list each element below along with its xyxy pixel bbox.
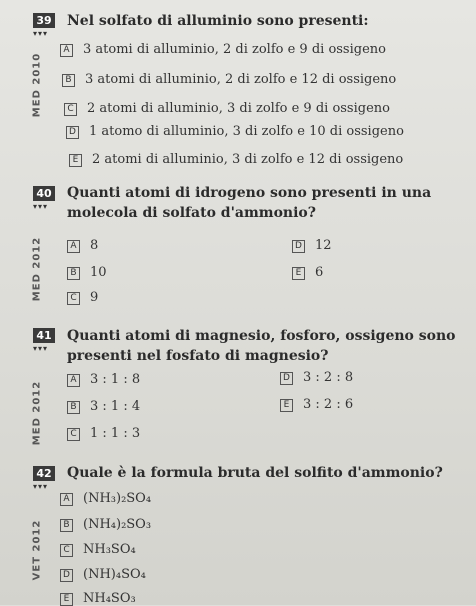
option-letter: C bbox=[60, 544, 73, 557]
option-e[interactable] bbox=[60, 591, 136, 606]
option-a[interactable] bbox=[60, 491, 151, 506]
difficulty-marker: ▾▾▾ bbox=[33, 202, 49, 211]
source-label: MED 2012 bbox=[31, 380, 43, 446]
option-letter: D bbox=[292, 240, 305, 253]
option-letter: E bbox=[280, 399, 293, 412]
option-text: (NH₃)₂SO₄ bbox=[83, 491, 152, 506]
option-text: 9 bbox=[90, 290, 99, 305]
difficulty-marker: ▾▾▾ bbox=[33, 482, 49, 491]
option-letter: B bbox=[62, 74, 75, 87]
question-source bbox=[28, 380, 46, 446]
option-letter: D bbox=[66, 126, 79, 139]
difficulty-marker: ▾▾▾ bbox=[33, 344, 49, 353]
question-stem: Nel solfato di alluminio sono presenti: bbox=[67, 13, 369, 29]
question-number: 41 bbox=[33, 328, 55, 343]
option-text: 1 : 1 : 3 bbox=[90, 426, 141, 441]
option-a[interactable] bbox=[60, 42, 386, 57]
question-stem: Quale è la formula bruta del solfito d'ammonio? bbox=[67, 465, 443, 481]
option-letter: B bbox=[67, 267, 80, 280]
option-a[interactable] bbox=[67, 238, 98, 253]
option-letter: E bbox=[292, 267, 305, 280]
option-letter: A bbox=[67, 240, 80, 253]
option-b[interactable] bbox=[62, 72, 396, 87]
option-b[interactable] bbox=[67, 399, 140, 414]
option-c[interactable] bbox=[60, 542, 136, 557]
option-text: 8 bbox=[90, 238, 99, 253]
option-text: 12 bbox=[315, 238, 332, 253]
option-text: 3 : 1 : 4 bbox=[90, 399, 141, 414]
option-letter: D bbox=[280, 372, 293, 385]
question-source bbox=[28, 520, 46, 580]
option-letter: A bbox=[60, 44, 73, 57]
question-source bbox=[28, 236, 46, 302]
option-d[interactable] bbox=[292, 238, 332, 253]
question-number: 42 bbox=[33, 466, 55, 481]
option-letter: C bbox=[64, 103, 77, 116]
option-d[interactable] bbox=[66, 124, 404, 139]
option-text: 3 : 2 : 6 bbox=[303, 397, 354, 412]
option-letter: C bbox=[67, 292, 80, 305]
option-letter: D bbox=[60, 569, 73, 582]
option-letter: A bbox=[67, 374, 80, 387]
option-text: 6 bbox=[315, 265, 324, 280]
option-c[interactable] bbox=[67, 290, 98, 305]
option-text: 3 : 2 : 8 bbox=[303, 370, 354, 385]
option-d[interactable] bbox=[280, 370, 353, 385]
option-text: 1 atomo di alluminio, 3 di zolfo e 10 di ossigeno bbox=[89, 124, 404, 139]
option-text: (NH₄)₂SO₃ bbox=[83, 517, 152, 532]
source-label: MED 2010 bbox=[31, 52, 43, 118]
question-source bbox=[28, 52, 46, 118]
option-a[interactable] bbox=[67, 372, 140, 387]
option-c[interactable] bbox=[64, 101, 390, 116]
option-b[interactable] bbox=[60, 517, 151, 532]
option-e[interactable] bbox=[280, 397, 353, 412]
option-text: 3 atomi di alluminio, 2 di zolfo e 12 di ossigeno bbox=[85, 72, 397, 87]
question-stem: Quanti atomi di magnesio, fosforo, ossigeno sono presenti nel fosfato di magnesio? bbox=[67, 328, 456, 364]
option-letter: B bbox=[60, 519, 73, 532]
source-label: VET 2012 bbox=[31, 519, 43, 581]
option-text: 2 atomi di alluminio, 3 di zolfo e 12 di ossigeno bbox=[92, 152, 404, 167]
option-e[interactable] bbox=[69, 152, 403, 167]
option-e[interactable] bbox=[292, 265, 323, 280]
option-text: NH₄SO₃ bbox=[83, 591, 136, 606]
option-text: (NH)₄SO₄ bbox=[83, 567, 146, 582]
option-d[interactable] bbox=[60, 567, 146, 582]
option-text: 2 atomi di alluminio, 3 di zolfo e 9 di ossigeno bbox=[87, 101, 390, 116]
question-number: 40 bbox=[33, 186, 55, 201]
option-c[interactable] bbox=[67, 426, 140, 441]
option-letter: E bbox=[69, 154, 82, 167]
option-text: 10 bbox=[90, 265, 107, 280]
source-label: MED 2012 bbox=[31, 236, 43, 302]
question-stem: Quanti atomi di idrogeno sono presenti in una molecola di solfato d'ammonio? bbox=[67, 185, 432, 221]
option-b[interactable] bbox=[67, 265, 107, 280]
question-number: 39 bbox=[33, 13, 55, 28]
option-letter: C bbox=[67, 428, 80, 441]
option-letter: A bbox=[60, 493, 73, 506]
option-text: 3 atomi di alluminio, 2 di zolfo e 9 di ossigeno bbox=[83, 42, 386, 57]
option-text: 3 : 1 : 8 bbox=[90, 372, 141, 387]
option-letter: B bbox=[67, 401, 80, 414]
difficulty-marker: ▾▾▾ bbox=[33, 29, 49, 38]
option-letter: E bbox=[60, 593, 73, 606]
option-text: NH₃SO₄ bbox=[83, 542, 136, 557]
